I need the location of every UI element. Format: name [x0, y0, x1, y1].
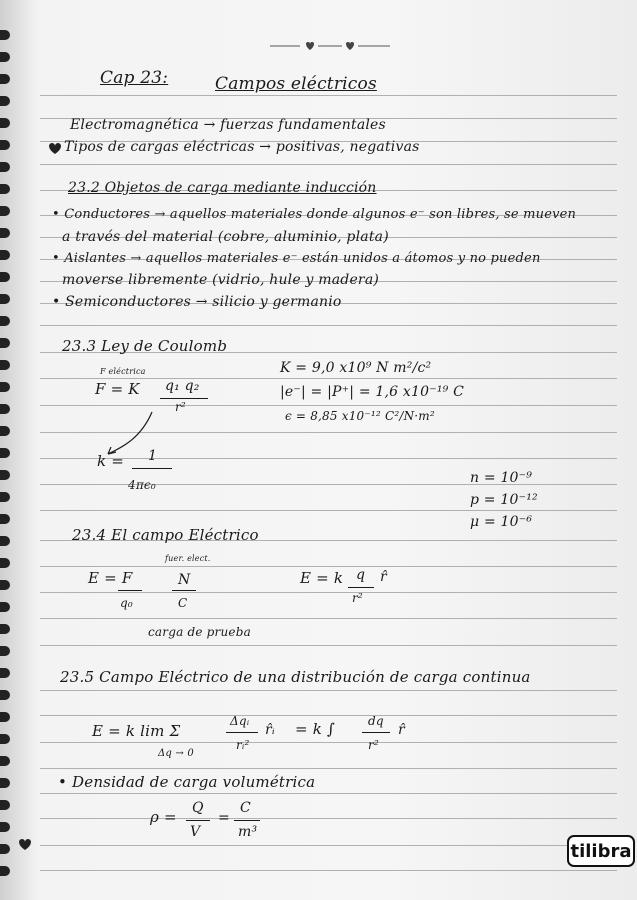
ruled-line: [40, 325, 617, 326]
rho-numerator: Q: [192, 800, 204, 816]
spiral-ring: [0, 250, 10, 260]
section-23-3-heading: 23.3 Ley de Coulomb: [62, 337, 228, 355]
spiral-ring: [0, 536, 10, 546]
spiral-ring: [0, 866, 10, 876]
spiral-ring: [0, 140, 10, 150]
ruled-line: [40, 405, 617, 406]
spiral-ring: [0, 206, 10, 216]
spiral-ring: [0, 294, 10, 304]
rho-units-denominator: m³: [238, 824, 258, 840]
ruled-line: [40, 618, 617, 619]
continuous-sum-numerator: Δqᵢ: [230, 714, 250, 728]
limit-subscript: Δq → 0: [158, 748, 194, 759]
spiral-ring: [0, 426, 10, 436]
f-electrica-label: F eléctrica: [100, 367, 146, 376]
semiconductores-line: • Semiconductores → silicio y germanio: [52, 294, 342, 310]
rho-left: ρ =: [150, 808, 177, 826]
spiral-ring: [0, 712, 10, 722]
epsilon-constant: ϵ = 8,85 x10⁻¹² C²/N·m²: [285, 409, 435, 423]
spiral-ring: [0, 162, 10, 172]
continuous-eq-left: E = k lim Σ: [92, 722, 181, 740]
k-formula-left: k =: [97, 452, 125, 470]
spiral-ring: [0, 734, 10, 744]
spiral-ring: [0, 756, 10, 766]
coulomb-f-denominator: r²: [175, 400, 186, 414]
spiral-ring: [0, 228, 10, 238]
spiral-ring: [0, 514, 10, 524]
ruled-line: [40, 793, 617, 794]
spiral-ring: [0, 30, 10, 40]
spiral-ring: [0, 338, 10, 348]
prefix-micro: μ = 10⁻⁶: [470, 514, 533, 530]
spiral-ring: [0, 448, 10, 458]
continuous-int-unit-vector: r̂: [398, 722, 405, 738]
k-constant: K = 9,0 x10⁹ N m²/c²: [280, 360, 432, 376]
continuous-eq-middle: = k ∫: [295, 720, 336, 738]
spiral-ring: [0, 558, 10, 568]
prefix-pico: p = 10⁻¹²: [470, 492, 538, 508]
ruled-line: [40, 592, 617, 593]
k-formula-denominator: 4πϵ₀: [128, 478, 156, 492]
spiral-ring: [0, 822, 10, 832]
fuerza-electrica-label: fuer. elect.: [165, 554, 211, 563]
rho-equals: =: [218, 810, 230, 826]
ruled-line: [40, 164, 617, 165]
spiral-ring: [0, 844, 10, 854]
k-fraction-bar: [132, 468, 172, 469]
int-fraction-bar: [362, 732, 390, 733]
spiral-ring: [0, 360, 10, 370]
spiral-ring: [0, 800, 10, 810]
spiral-ring: [0, 404, 10, 414]
ruled-line: [40, 690, 617, 691]
section-23-4-heading: 23.4 El campo Eléctrico: [72, 526, 259, 544]
ruled-line: [40, 715, 617, 716]
ruled-line: [40, 510, 617, 511]
intro-line-1: Electromagnética → fuerzas fundamentales: [70, 117, 386, 133]
spiral-ring: [0, 646, 10, 656]
coulomb-fraction-bar: [160, 398, 208, 399]
rho-units-fraction-bar: [234, 820, 260, 821]
ruled-line: [40, 458, 617, 459]
ruled-line: [40, 818, 617, 819]
spiral-ring: [0, 382, 10, 392]
field-e-denominator: q₀: [120, 596, 133, 610]
heart-bullet-icon: [48, 142, 62, 154]
brand-logo: [567, 835, 635, 867]
k-formula-numerator: 1: [148, 448, 158, 464]
field-e2-denominator: r²: [352, 591, 363, 605]
ruled-line: [40, 645, 617, 646]
section-23-5-heading: 23.5 Campo Eléctrico de una distribución de carga continua: [60, 668, 531, 686]
conductores-line-1: • Conductores → aquellos materiales donde algunos e⁻ son libres, se mueven: [52, 207, 577, 222]
coulomb-f-numerator: q₁ q₂: [165, 378, 200, 394]
spiral-ring: [0, 624, 10, 634]
ruled-line: [40, 768, 617, 769]
spiral-ring: [0, 580, 10, 590]
carga-de-prueba-label: carga de prueba: [148, 625, 251, 639]
rho-denominator: V: [190, 824, 201, 840]
section-23-2-heading: 23.2 Objetos de carga mediante inducción: [68, 180, 377, 196]
spiral-ring: [0, 492, 10, 502]
field-units-numerator: N: [178, 572, 191, 588]
sum-fraction-bar: [226, 732, 258, 733]
field-units-denominator: C: [178, 596, 188, 610]
field-e2-left: E = k: [300, 569, 344, 587]
ruled-line: [40, 566, 617, 567]
densidad-heading: • Densidad de carga volumétrica: [58, 773, 316, 791]
ruled-line: [40, 378, 617, 379]
spiral-ring: [0, 118, 10, 128]
ruled-line: [40, 870, 617, 871]
page-title: Campos eléctricos: [215, 74, 377, 94]
heart-footer-icon: [18, 838, 32, 850]
brand-logo-text: tilibra: [570, 840, 632, 862]
aislantes-line-2: moverse libremente (vidrio, hule y madera): [62, 272, 380, 288]
units-fraction-bar: [172, 590, 196, 591]
spiral-ring: [0, 272, 10, 282]
heart-divider-icon: [270, 40, 390, 52]
rho-fraction-bar: [186, 820, 210, 821]
spiral-ring: [0, 316, 10, 326]
coulomb-f-left: F = K: [95, 380, 140, 398]
intro-line-2: Tipos de cargas eléctricas → positivas, negativas: [64, 139, 420, 155]
spiral-ring: [0, 690, 10, 700]
spiral-ring: [0, 778, 10, 788]
spiral-ring: [0, 668, 10, 678]
continuous-sum-unit-vector: r̂ᵢ: [265, 722, 275, 738]
field-e2-numerator: q: [356, 567, 366, 583]
field-e-left: E = F: [88, 569, 133, 587]
spiral-ring: [0, 74, 10, 84]
ruled-line: [40, 845, 617, 846]
conductores-line-2: a través del material (cobre, aluminio, plata): [62, 229, 389, 245]
field-e2-unit-vector: r̂: [380, 569, 387, 585]
field-e2-fraction-bar: [348, 587, 374, 588]
chapter-number: Cap 23:: [100, 68, 169, 88]
continuous-int-numerator: dq: [368, 714, 384, 728]
field-fraction-bar: [118, 590, 142, 591]
spiral-ring: [0, 184, 10, 194]
aislantes-line-1: • Aislantes → aquellos materiales e⁻ están unidos a átomos y no pueden: [52, 251, 541, 266]
ruled-line: [40, 742, 617, 743]
prefix-nano: n = 10⁻⁹: [470, 470, 533, 486]
continuous-int-denominator: r²: [368, 738, 379, 752]
ruled-line: [40, 95, 617, 96]
spiral-ring: [0, 96, 10, 106]
spiral-ring: [0, 470, 10, 480]
continuous-sum-denominator: rᵢ²: [236, 738, 250, 752]
spiral-ring: [0, 52, 10, 62]
rho-units-numerator: C: [240, 800, 251, 816]
elementary-charge: |e⁻| = |P⁺| = 1,6 x10⁻¹⁹ C: [280, 384, 465, 400]
spiral-ring: [0, 602, 10, 612]
